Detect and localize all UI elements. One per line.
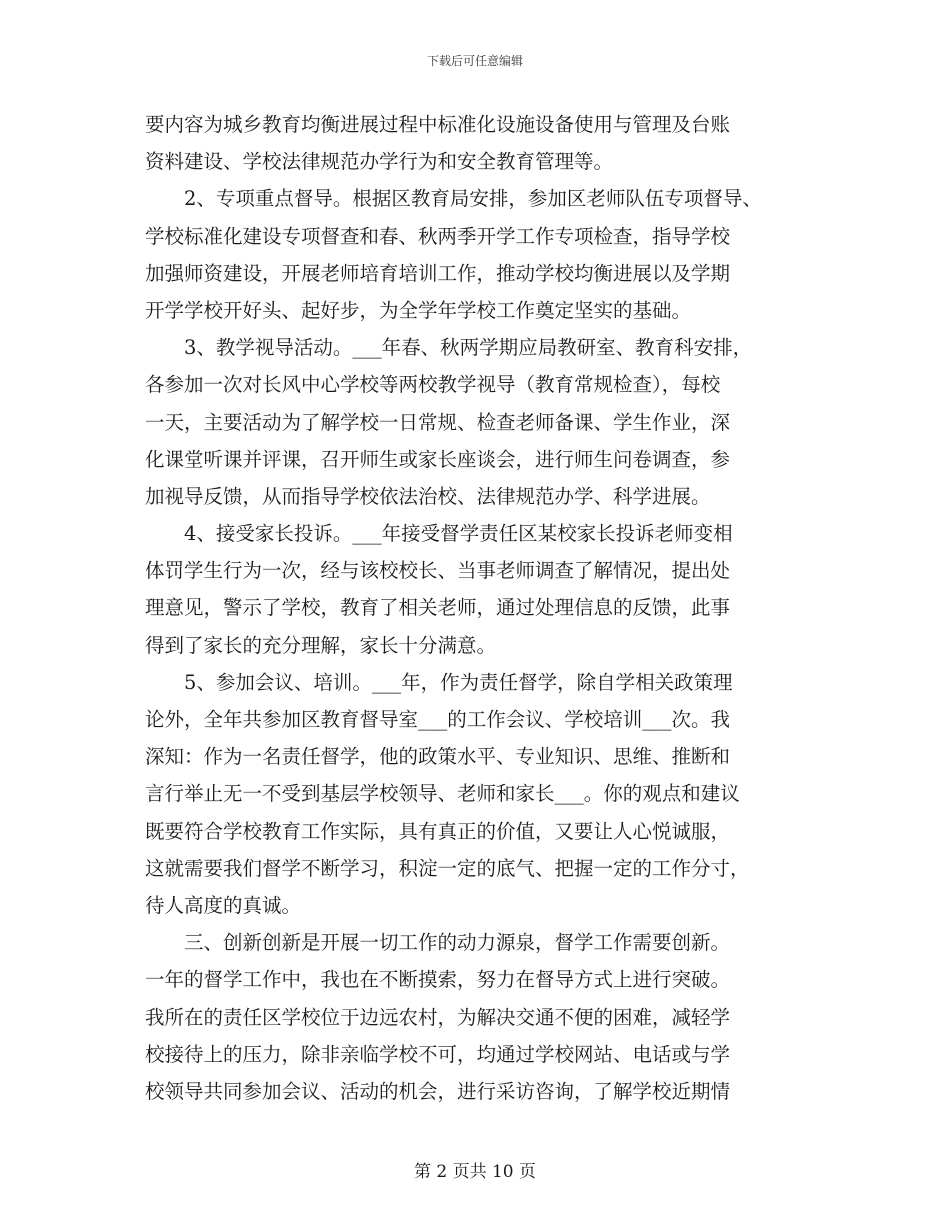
text-line: 4、接受家长投诉。___年接受督学责任区某校家长投诉老师变相 [145,522,733,546]
text-line: 既要符合学校教育工作实际，具有真正的价值，又要让人心悦诚服， [145,819,731,843]
text-line: 这就需要我们督学不断学习，积淀一定的底气、把握一定的工作分寸， [145,856,750,880]
text-line: 我所在的责任区学校位于边远农村，为解决交通不便的困难，减轻学 [145,1005,731,1029]
text-line: 校接待上的压力，除非亲临学校不可，均通过学校网站、电话或与学 [145,1042,731,1066]
text-line: 理意见，警示了学校，教育了相关老师，通过处理信息的反馈，此事 [145,596,731,620]
text-line: 体罚学生行为一次，经与该校校长、当事老师调查了解情况，提出处 [145,559,731,583]
text-line: 言行举止无一不受到基层学校领导、老师和家长___。你的观点和建议 [145,782,740,806]
text-line: 加强师资建设，开展老师培育培训工作，推动学校均衡进展以及学期 [145,261,731,285]
text-line: 2、专项重点督导。根据区教育局安排，参加区老师队伍专项督导、 [145,187,762,211]
text-line: 资料建设、学校法律规范办学行为和安全教育管理等。 [145,150,614,174]
text-line: 深知：作为一名责任督学，他的政策水平、专业知识、思维、推断和 [145,745,731,769]
text-line: 待人高度的真诚。 [145,893,302,917]
text-line: 一天，主要活动为了解学校一日常规、检查老师备课、学生作业，深 [145,410,731,434]
text-line: 化课堂听课并评课，召开师生或家长座谈会，进行师生问卷调查，参 [145,447,731,471]
text-line: 开学学校开好头、起好步，为全学年学校工作奠定坚实的基础。 [145,298,692,322]
text-line: 论外，全年共参加区教育督导室___的工作会议、学校培训___次。我 [145,708,731,731]
text-line: 一年的督学工作中，我也在不断摸索，努力在督导方式上进行突破。 [145,968,731,992]
text-line: 得到了家长的充分理解，家长十分满意。 [145,633,497,657]
text-line: 要内容为城乡教育均衡进展过程中标准化设施设备使用与管理及台账 [145,113,731,136]
text-line: 学校标准化建设专项督查和春、秋两季开学工作专项检查，指导学校 [145,224,731,248]
page-header: 下载后可任意编辑 [426,54,523,68]
page-footer: 第 2 页共 10 页 [413,1162,537,1182]
text-line: 三、创新创新是开展一切工作的动力源泉，督学工作需要创新。 [145,931,731,955]
text-line: 校领导共同参加会议、活动的机会，进行采访咨询，了解学校近期情 [145,1079,731,1103]
body-text [145,106,825,1110]
text-line: 3、教学视导活动。___年春、秋两学期应局教研室、教育科安排， [145,336,753,360]
text-line: 加视导反馈，从而指导学校依法治校、法律规范办学、科学进展。 [145,484,711,508]
text-line: 各参加一次对长风中心学校等两校教学视导（教育常规检查），每校 [145,373,721,397]
text-line: 5、参加会议、培训。___年，作为责任督学，除自学相关政策理 [145,670,733,694]
